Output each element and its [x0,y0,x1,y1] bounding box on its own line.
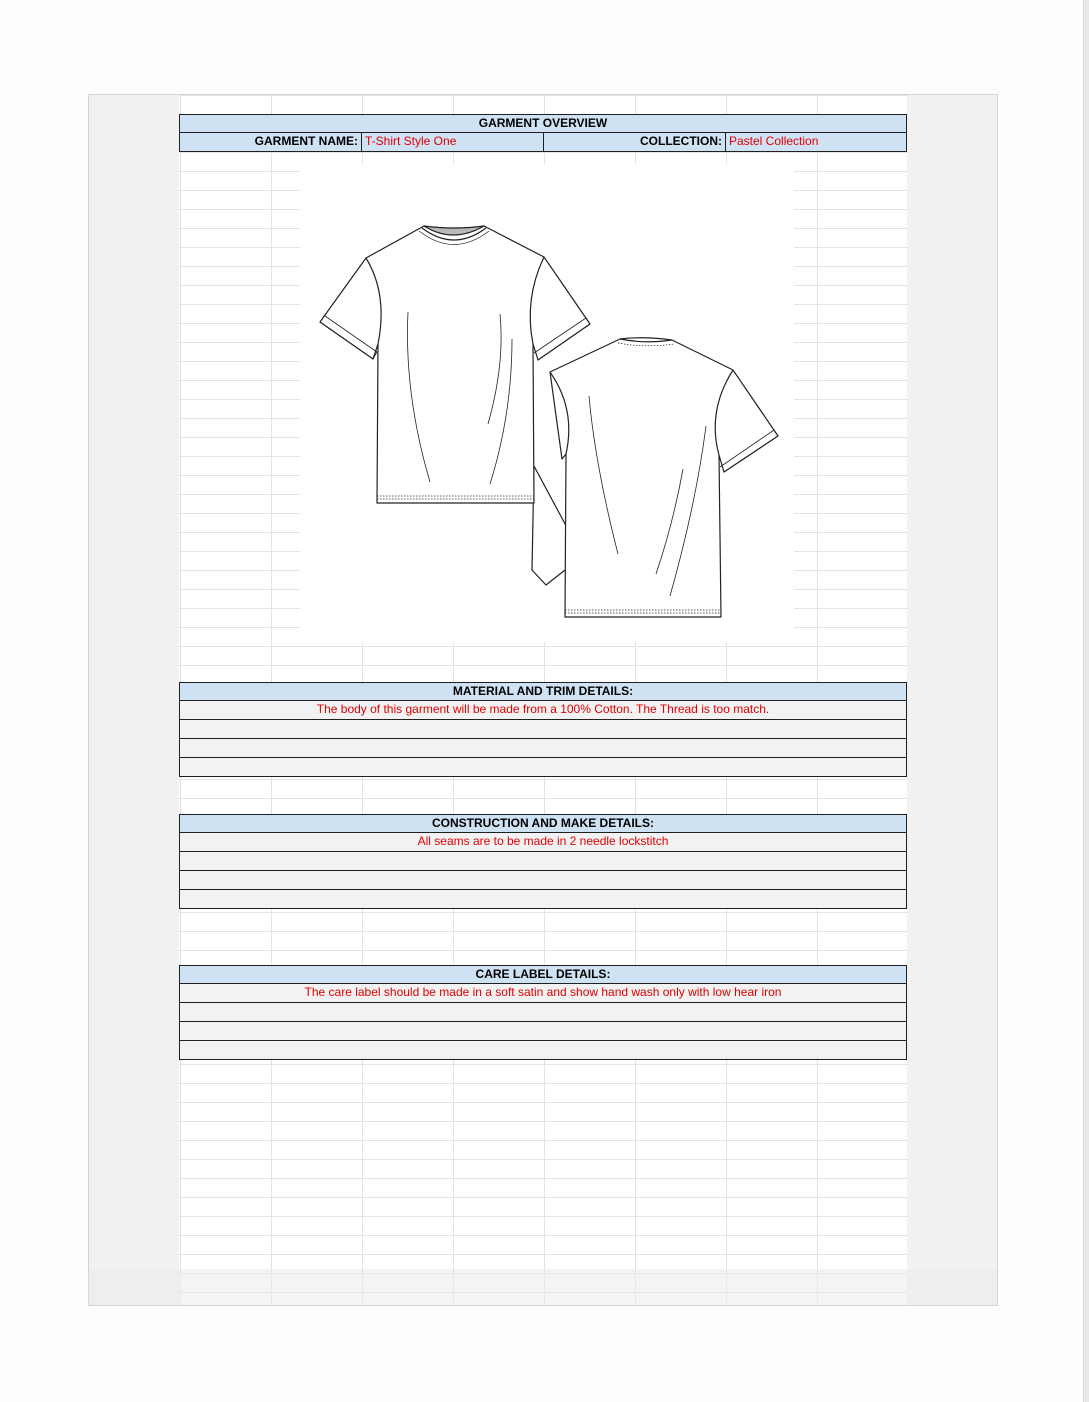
garment-sketch-svg [300,164,794,642]
material-row[interactable] [179,758,907,777]
construction-row[interactable]: All seams are to be made in 2 needle lockstitch [179,833,907,852]
material-trim-table [179,682,907,777]
garment-overview-row [179,133,907,152]
care-label-table [179,965,907,1060]
construction-row[interactable] [179,890,907,909]
material-row[interactable] [179,720,907,739]
garment-sketch-image [300,164,794,642]
material-trim-title: MATERIAL AND TRIM DETAILS: [179,682,907,701]
material-row[interactable] [179,739,907,758]
construction-row[interactable] [179,852,907,871]
construction-row[interactable] [179,871,907,890]
care-label-row[interactable] [179,1041,907,1060]
grid-bottom-band [89,1269,997,1305]
material-row[interactable]: The body of this garment will be made from a 100% Cotton. The Thread is too match. [179,701,907,720]
care-label-row[interactable]: The care label should be made in a soft satin and show hand wash only with low hear iron [179,984,907,1003]
garment-name-value[interactable]: T-Shirt Style One [361,133,543,151]
care-label-row[interactable] [179,1003,907,1022]
construction-title: CONSTRUCTION AND MAKE DETAILS: [179,814,907,833]
tshirt-front-icon [320,226,590,503]
care-label-row[interactable] [179,1022,907,1041]
garment-name-label: GARMENT NAME: [254,134,358,148]
construction-table [179,814,907,909]
garment-overview-table [179,114,907,152]
tshirt-back-icon [532,338,778,617]
care-label-title: CARE LABEL DETAILS: [179,965,907,984]
garment-overview-title: GARMENT OVERVIEW [179,114,907,133]
collection-value[interactable]: Pastel Collection [725,133,906,151]
collection-label: COLLECTION: [543,133,725,151]
scrollbar[interactable] [1083,0,1089,1402]
